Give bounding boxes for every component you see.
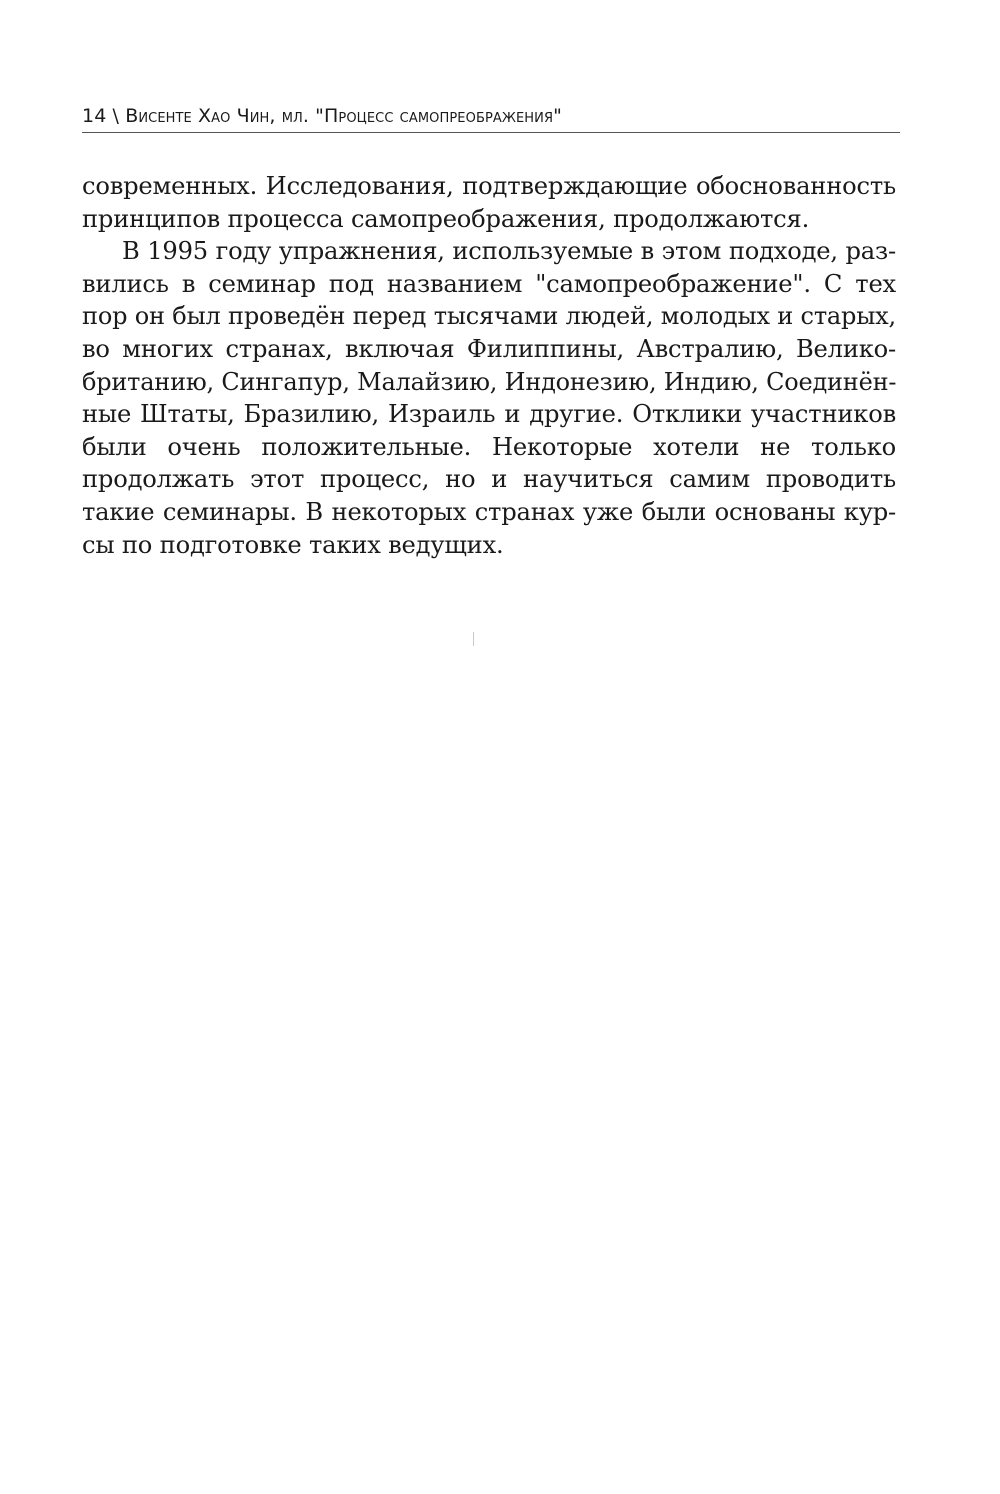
text-line: ные Штаты, Бразилию, Израиль и другие. Отклики участников (82, 400, 896, 429)
text-line: принципов процесса самопреображения, продолжаются. (82, 204, 810, 233)
text-line: продолжать этот процесс, но и научиться самим проводить (82, 465, 896, 494)
body-text (82, 170, 896, 561)
running-title: Висенте Хао Чин, мл. "Процесс самопреображения" (125, 105, 562, 127)
text-line: такие семинары. В некоторых странах уже были основаны кур- (82, 497, 896, 526)
text-line: сы по подготовке таких ведущих. (82, 530, 504, 559)
page-number: 14 (82, 105, 107, 127)
running-header (82, 100, 900, 133)
text-line: британию, Сингапур, Малайзию, Индонезию, Индию, Соединён- (82, 367, 897, 396)
paragraph-2 (82, 235, 896, 561)
text-line: В 1995 году упражнения, используемые в этом подходе, раз- (122, 237, 896, 266)
text-line: вились в семинар под названием "самопреображение". С тех (82, 269, 896, 298)
scan-speck (473, 632, 474, 646)
text-line: современных. Исследования, подтверждающие обоснованность (82, 172, 896, 200)
text-line: пор он был проведён перед тысячами людей, молодых и старых, (82, 302, 896, 331)
text-line: были очень положительные. Некоторые хотели не только (82, 432, 896, 461)
paragraph-1 (82, 170, 896, 235)
header-separator: \ (112, 105, 120, 127)
text-line: во многих странах, включая Филиппины, Австралию, Велико- (82, 334, 896, 363)
